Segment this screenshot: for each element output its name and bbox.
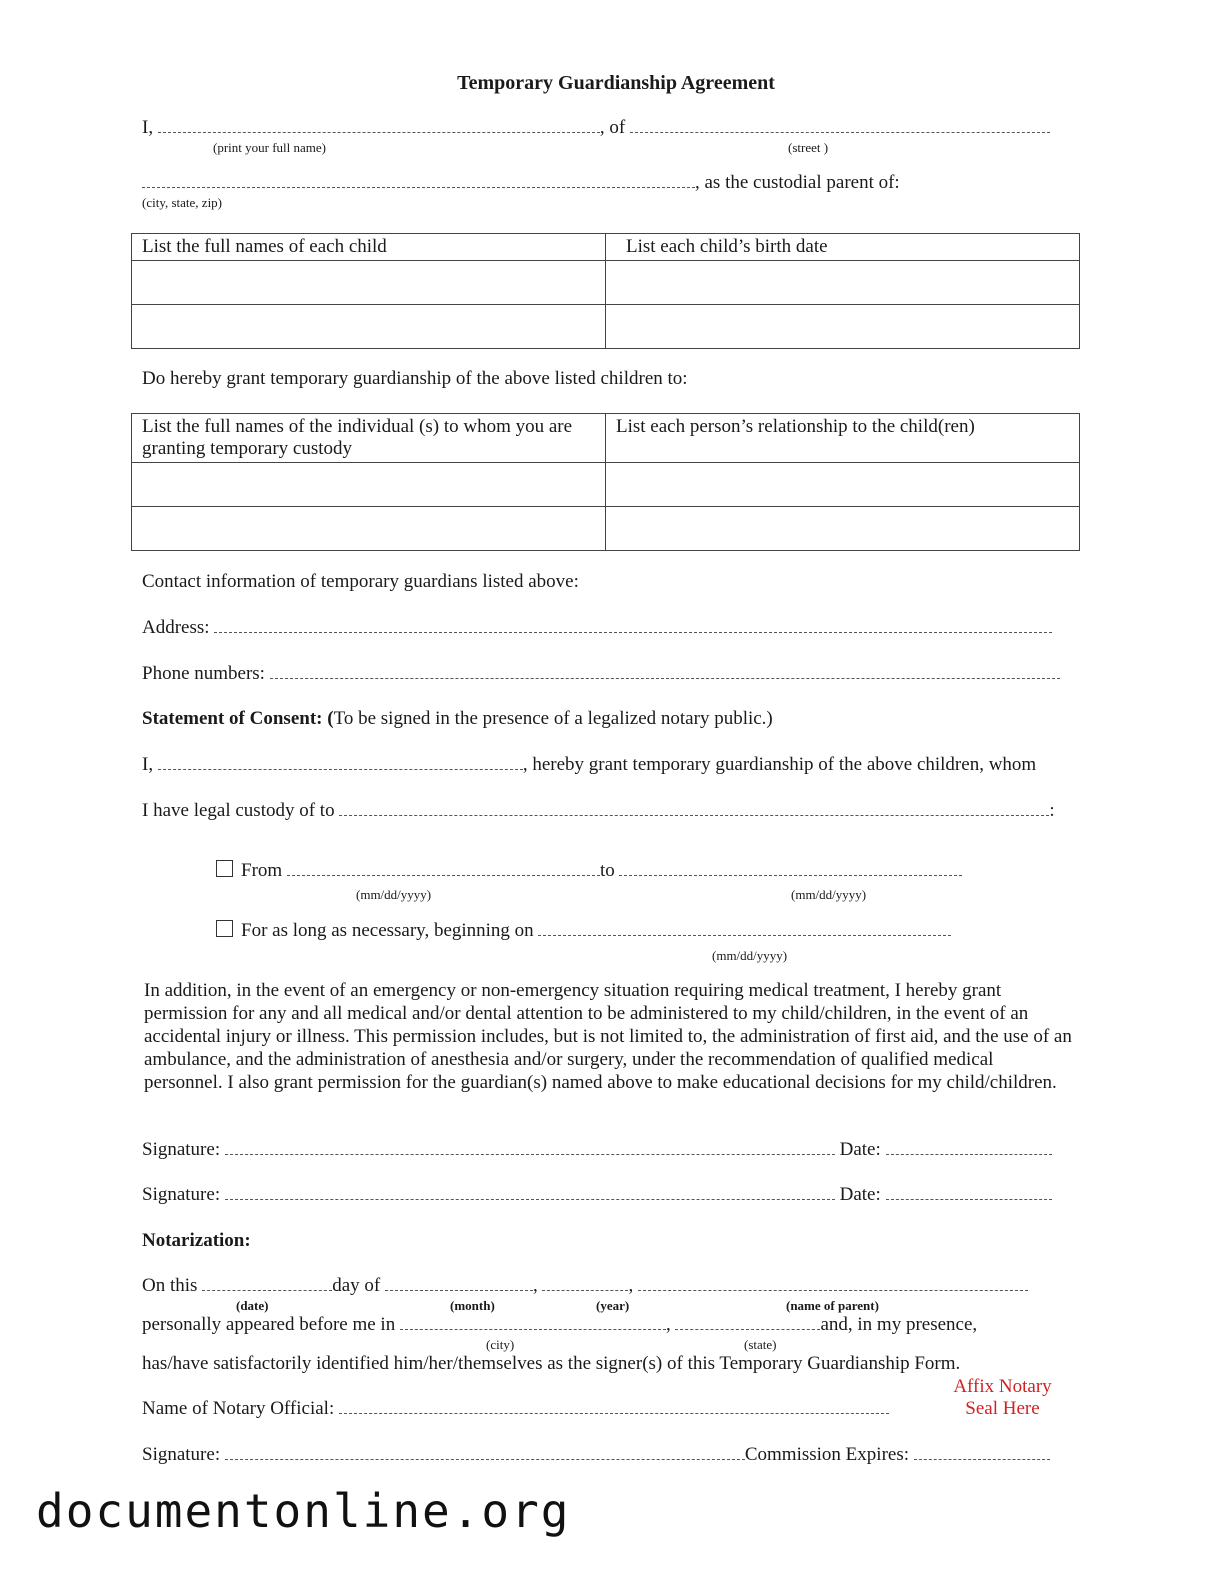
notary-state-field[interactable] — [675, 1315, 820, 1330]
i-prefix: I, — [142, 117, 154, 138]
custody-recipient-field[interactable] — [339, 801, 1049, 816]
city-state-zip-field[interactable] — [142, 173, 695, 188]
month-caption: (month) — [450, 1298, 495, 1313]
parent-name-notary-field[interactable] — [638, 1276, 1028, 1291]
seal-line-1: Affix Notary — [953, 1376, 1052, 1397]
notary-name-label: Name of Notary Official: — [142, 1398, 335, 1419]
child-name-cell[interactable] — [132, 305, 606, 349]
from-label: From — [241, 860, 283, 881]
consent-heading — [142, 708, 773, 730]
medical-paragraph: In addition, in the event of an emergency or non-emergency situation requiring medical treatment, I hereby grant permission for any and all medical and/or dental attention to be administered to my child/children, in the event of an accidental injury or illness. This permission includes, but is not limited to, the administration of first aid, and the use of an ambulance, and the administration of anesthesia and/or surgery, under the recommendation of qualified medical personnel. I also grant permission for the guardian(s) named above to make educational decisions for my child/children. — [144, 980, 1072, 1093]
commission-expires-field[interactable] — [914, 1445, 1050, 1460]
children-table — [131, 233, 1080, 349]
notary-name-field[interactable] — [339, 1399, 889, 1414]
date-label: Date: — [839, 1184, 881, 1205]
seal-line-2: Seal Here — [965, 1398, 1040, 1419]
street-caption: (street ) — [788, 140, 829, 155]
consent-heading-rest: To be signed in the presence of a legalized notary public.) — [333, 708, 773, 729]
year-caption: (year) — [596, 1298, 630, 1313]
guardians-table — [131, 413, 1080, 551]
guardian-name-cell[interactable] — [132, 507, 606, 551]
children-col1-header: List the full names of each child — [132, 234, 606, 261]
document-title: Temporary Guardianship Agreement — [457, 72, 775, 94]
guardians-col2-header: List each person’s relationship to the child(ren) — [606, 414, 1080, 463]
date-field-1[interactable] — [886, 1140, 1052, 1155]
notary-seal-area — [940, 1376, 1065, 1420]
address-field[interactable] — [214, 618, 1052, 633]
as-long-checkbox[interactable] — [216, 920, 233, 937]
consent-heading-paren: ( — [327, 708, 334, 729]
comma: , — [665, 1314, 671, 1335]
to-date-field[interactable] — [619, 861, 962, 876]
parent-name-field[interactable] — [158, 118, 600, 133]
consent-line2 — [142, 800, 1055, 822]
appeared-prefix: personally appeared before me in — [142, 1314, 396, 1335]
to-label: to — [599, 860, 615, 881]
consent-heading-bold: Statement of Consent: — [142, 708, 323, 729]
state-caption: (state) — [744, 1337, 777, 1352]
from-date-caption: (mm/dd/yyyy) — [356, 887, 432, 902]
date-caption: (date) — [236, 1298, 269, 1313]
grant-text: Do hereby grant temporary guardianship of the above listed children to: — [142, 368, 688, 389]
consent-line1 — [142, 754, 1036, 776]
signature-row-1 — [142, 1139, 1052, 1161]
guardian-name-cell[interactable] — [132, 463, 606, 507]
consent-line1-suffix: , hereby grant temporary guardianship of the above children, whom — [522, 754, 1037, 775]
beginning-date-field[interactable] — [538, 921, 951, 936]
address-label: Address: — [142, 617, 210, 638]
from-to-row — [216, 860, 962, 882]
day-of-label: day of — [332, 1275, 381, 1296]
notary-date-field[interactable] — [202, 1276, 332, 1291]
notary-signature-field[interactable] — [225, 1445, 745, 1460]
city-row — [142, 172, 900, 194]
beginning-date-caption: (mm/dd/yyyy) — [712, 948, 788, 963]
comma: , — [532, 1275, 538, 1296]
from-checkbox[interactable] — [216, 860, 233, 877]
to-date-caption: (mm/dd/yyyy) — [791, 887, 867, 902]
phone-label: Phone numbers: — [142, 663, 265, 684]
notary-year-field[interactable] — [542, 1276, 628, 1291]
consent-i-prefix: I, — [142, 754, 154, 775]
as-long-label: For as long as necessary, beginning on — [241, 920, 534, 941]
notarization-heading: Notarization: — [142, 1230, 251, 1251]
address-row — [142, 617, 1052, 639]
consent-line2-prefix: I have legal custody of to — [142, 800, 335, 821]
watermark-text: documentonline.org — [36, 1484, 571, 1538]
notary-date-row — [142, 1275, 1028, 1297]
signature-field-1[interactable] — [225, 1140, 835, 1155]
parent-name-row — [142, 117, 1050, 139]
guardian-relationship-cell[interactable] — [606, 507, 1080, 551]
contact-heading: Contact information of temporary guardians listed above: — [142, 571, 579, 592]
children-col2-header: List each child’s birth date — [606, 234, 1080, 261]
appeared-row — [142, 1314, 977, 1336]
appeared-suffix: and, in my presence, — [820, 1314, 978, 1335]
consent-name-field[interactable] — [158, 755, 523, 770]
guardian-relationship-cell[interactable] — [606, 463, 1080, 507]
signature-label: Signature: — [142, 1184, 221, 1205]
child-birthdate-cell[interactable] — [606, 305, 1080, 349]
parent-caption: (name of parent) — [786, 1298, 879, 1313]
child-birthdate-cell[interactable] — [606, 261, 1080, 305]
date-field-2[interactable] — [886, 1185, 1052, 1200]
notary-month-field[interactable] — [385, 1276, 533, 1291]
phone-row — [142, 663, 1060, 685]
on-this-label: On this — [142, 1275, 198, 1296]
notary-signature-label: Signature: — [142, 1444, 221, 1465]
street-field[interactable] — [630, 118, 1050, 133]
signature-row-2 — [142, 1184, 1052, 1206]
comma: , — [628, 1275, 634, 1296]
notary-name-row — [142, 1398, 889, 1420]
consent-line2-suffix: : — [1049, 800, 1055, 821]
city-state-zip-caption: (city, state, zip) — [142, 195, 223, 210]
notary-signature-row — [142, 1444, 1050, 1466]
date-label: Date: — [839, 1139, 881, 1160]
signature-field-2[interactable] — [225, 1185, 835, 1200]
print-name-caption: (print your full name) — [213, 140, 326, 155]
commission-label: Commission Expires: — [744, 1444, 910, 1465]
child-name-cell[interactable] — [132, 261, 606, 305]
identified-text: has/have satisfactorily identified him/her/themselves as the signer(s) of this Temporary Guardianship Form. — [142, 1353, 961, 1374]
signature-label: Signature: — [142, 1139, 221, 1160]
from-date-field[interactable] — [287, 861, 600, 876]
of-label: , of — [599, 117, 626, 138]
as-long-row — [216, 920, 951, 942]
notary-city-field[interactable] — [400, 1315, 666, 1330]
phone-field[interactable] — [270, 664, 1060, 679]
city-caption: (city) — [486, 1337, 515, 1352]
custodial-label: , as the custodial parent of: — [695, 172, 900, 193]
guardians-col1-header: List the full names of the individual (s) to whom you are granting temporary custody — [132, 414, 606, 463]
